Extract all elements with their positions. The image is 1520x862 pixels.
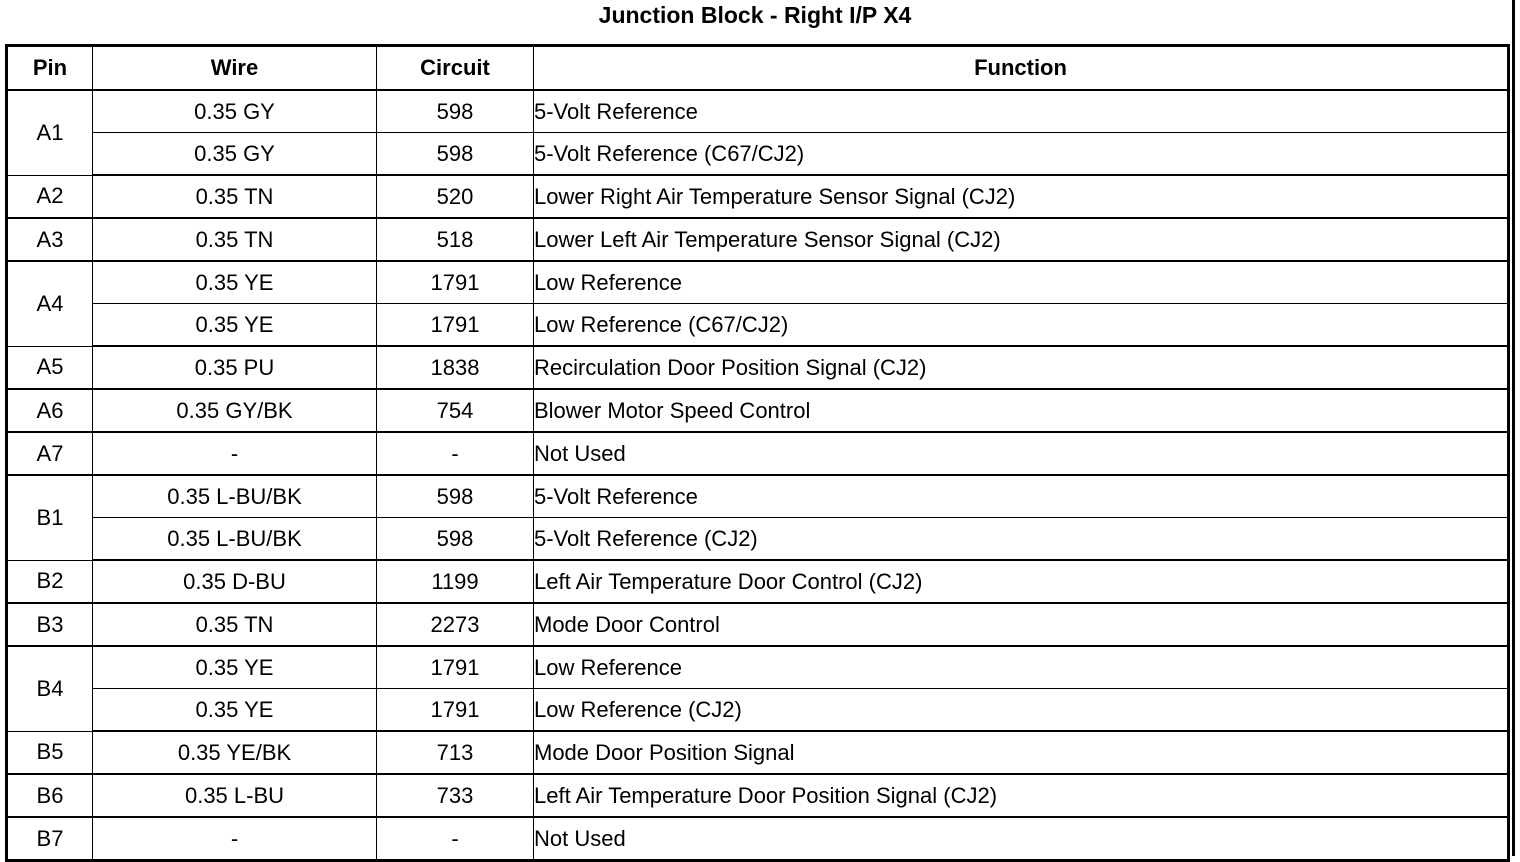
function-cell: Blower Motor Speed Control bbox=[534, 389, 1509, 432]
function-cell: 5-Volt Reference (C67/CJ2) bbox=[534, 133, 1509, 176]
table-row bbox=[7, 560, 1509, 603]
wire-cell: 0.35 YE bbox=[93, 689, 377, 732]
column-header-wire: Wire bbox=[93, 46, 377, 91]
pin-cell: A3 bbox=[7, 218, 93, 261]
function-cell: Recirculation Door Position Signal (CJ2) bbox=[534, 346, 1509, 389]
wire-cell: 0.35 GY/BK bbox=[93, 389, 377, 432]
table-row bbox=[7, 817, 1509, 861]
table-row bbox=[7, 218, 1509, 261]
pin-cell: A2 bbox=[7, 175, 93, 218]
wire-cell: 0.35 YE bbox=[93, 261, 377, 304]
table-row bbox=[7, 261, 1509, 304]
table-row bbox=[7, 389, 1509, 432]
function-cell: 5-Volt Reference bbox=[534, 90, 1509, 133]
pin-cell: A6 bbox=[7, 389, 93, 432]
pin-cell: A4 bbox=[7, 261, 93, 346]
circuit-cell: 1791 bbox=[377, 689, 534, 732]
circuit-cell: 1791 bbox=[377, 304, 534, 347]
function-cell: Mode Door Control bbox=[534, 603, 1509, 646]
circuit-cell: 1791 bbox=[377, 646, 534, 689]
page-title: Junction Block - Right I/P X4 bbox=[598, 2, 912, 28]
wire-cell: 0.35 TN bbox=[93, 218, 377, 261]
function-cell: Lower Left Air Temperature Sensor Signal (CJ2) bbox=[534, 218, 1509, 261]
pin-cell: B7 bbox=[7, 817, 93, 861]
circuit-cell: 598 bbox=[377, 90, 534, 133]
function-cell: Low Reference bbox=[534, 646, 1509, 689]
function-cell: Low Reference bbox=[534, 261, 1509, 304]
circuit-cell: 713 bbox=[377, 731, 534, 774]
column-header-function: Function bbox=[534, 46, 1509, 91]
circuit-cell: 1199 bbox=[377, 560, 534, 603]
circuit-cell: 598 bbox=[377, 475, 534, 518]
circuit-cell: 520 bbox=[377, 175, 534, 218]
header-row bbox=[7, 46, 1509, 91]
table-row bbox=[7, 518, 1509, 561]
table-row bbox=[7, 432, 1509, 475]
circuit-cell: 1838 bbox=[377, 346, 534, 389]
circuit-cell: 1791 bbox=[377, 261, 534, 304]
function-cell: 5-Volt Reference bbox=[534, 475, 1509, 518]
wire-cell: 0.35 TN bbox=[93, 175, 377, 218]
wire-cell: 0.35 L-BU bbox=[93, 774, 377, 817]
column-header-circuit: Circuit bbox=[377, 46, 534, 91]
table-row bbox=[7, 175, 1509, 218]
wire-cell: - bbox=[93, 817, 377, 861]
table-row bbox=[7, 731, 1509, 774]
wire-cell: 0.35 YE bbox=[93, 646, 377, 689]
wire-cell: 0.35 GY bbox=[93, 90, 377, 133]
circuit-cell: - bbox=[377, 432, 534, 475]
pin-cell: B2 bbox=[7, 560, 93, 603]
pin-cell: B3 bbox=[7, 603, 93, 646]
function-cell: Left Air Temperature Door Position Signal (CJ2) bbox=[534, 774, 1509, 817]
circuit-cell: 598 bbox=[377, 518, 534, 561]
wire-cell: - bbox=[93, 432, 377, 475]
wire-cell: 0.35 YE bbox=[93, 304, 377, 347]
table-row bbox=[7, 475, 1509, 518]
circuit-cell: 518 bbox=[377, 218, 534, 261]
pinout-table-body bbox=[7, 90, 1509, 861]
function-cell: Not Used bbox=[534, 432, 1509, 475]
circuit-cell: 733 bbox=[377, 774, 534, 817]
table-row bbox=[7, 774, 1509, 817]
circuit-cell: 754 bbox=[377, 389, 534, 432]
function-cell: Not Used bbox=[534, 817, 1509, 861]
column-header-pin: Pin bbox=[7, 46, 93, 91]
table-row bbox=[7, 90, 1509, 133]
pin-cell: B4 bbox=[7, 646, 93, 731]
table-row bbox=[7, 133, 1509, 176]
function-cell: Lower Right Air Temperature Sensor Signal (CJ2) bbox=[534, 175, 1509, 218]
wire-cell: 0.35 TN bbox=[93, 603, 377, 646]
wire-cell: 0.35 PU bbox=[93, 346, 377, 389]
pin-cell: B6 bbox=[7, 774, 93, 817]
table-row bbox=[7, 603, 1509, 646]
table-row bbox=[7, 304, 1509, 347]
circuit-cell: - bbox=[377, 817, 534, 861]
function-cell: Mode Door Position Signal bbox=[534, 731, 1509, 774]
pin-cell: A7 bbox=[7, 432, 93, 475]
wire-cell: 0.35 L-BU/BK bbox=[93, 475, 377, 518]
pin-cell: B5 bbox=[7, 731, 93, 774]
wire-cell: 0.35 YE/BK bbox=[93, 731, 377, 774]
function-cell: Left Air Temperature Door Control (CJ2) bbox=[534, 560, 1509, 603]
table-row bbox=[7, 689, 1509, 732]
circuit-cell: 598 bbox=[377, 133, 534, 176]
wire-cell: 0.35 GY bbox=[93, 133, 377, 176]
function-cell: 5-Volt Reference (CJ2) bbox=[534, 518, 1509, 561]
circuit-cell: 2273 bbox=[377, 603, 534, 646]
wire-cell: 0.35 L-BU/BK bbox=[93, 518, 377, 561]
pinout-table bbox=[5, 44, 1510, 862]
pin-cell: A1 bbox=[7, 90, 93, 175]
right-border-line bbox=[1512, 0, 1515, 856]
function-cell: Low Reference (CJ2) bbox=[534, 689, 1509, 732]
function-cell: Low Reference (C67/CJ2) bbox=[534, 304, 1509, 347]
wire-cell: 0.35 D-BU bbox=[93, 560, 377, 603]
table-row bbox=[7, 646, 1509, 689]
pin-cell: B1 bbox=[7, 475, 93, 560]
table-row bbox=[7, 346, 1509, 389]
pin-cell: A5 bbox=[7, 346, 93, 389]
